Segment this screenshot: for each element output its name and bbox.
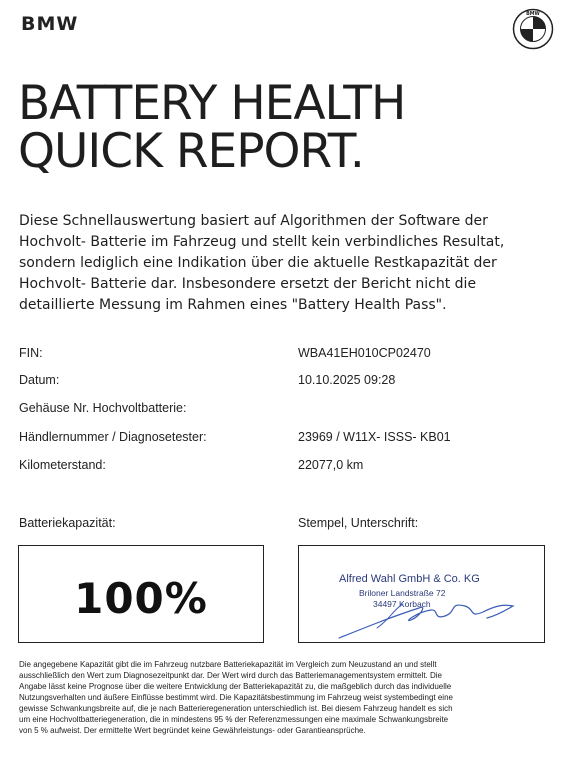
disclaimer-line: Angabe lässt keine Prognose über die weitere Entwicklung der Batteriekapazität zu, die maßgeblich durch das individuelle xyxy=(19,682,452,691)
disclaimer-line: Nutzungsverhalten und äußere Einflüsse bestimmt wird. Die Kapazitätsbestimmung im Fahrzeug weist systembedingt eine xyxy=(19,693,453,702)
handwritten-signature xyxy=(299,546,545,643)
disclaimer-line: Die angegebene Kapazität gibt die im Fahrzeug nutzbare Batteriekapazität im Vergleich zum Neuzustand an und stellt xyxy=(19,660,437,669)
kilometerstand-label: Kilometerstand: xyxy=(19,458,106,472)
haendler-label: Händlernummer / Diagnosetester: xyxy=(19,430,207,444)
fin-value: WBA41EH010CP02470 xyxy=(298,346,431,360)
stamp-city: 34497 Korbach xyxy=(373,599,431,609)
stamp-company: Alfred Wahl GmbH & Co. KG xyxy=(339,573,480,585)
stamp-label: Stempel, Unterschrift: xyxy=(298,516,419,530)
stamp-signature-box xyxy=(298,545,545,643)
title-line-2: QUICK REPORT. xyxy=(18,124,364,179)
title-line-1: BATTERY HEALTH xyxy=(18,76,406,131)
intro-line: Hochvolt- Batterie dar. Insbesondere ersetzt der Bericht nicht die xyxy=(19,276,477,292)
brand-wordmark: BMW xyxy=(21,13,79,35)
disclaimer-line: ausschließlich den Wert zum Diagnosezeitpunkt dar. Der Wert wird durch das Batteriemanagementsystem ermittelt. Die xyxy=(19,671,442,680)
intro-line: detaillierte Messung im Rahmen eines "Battery Health Pass". xyxy=(19,297,447,313)
kilometerstand-value: 22077,0 km xyxy=(298,458,364,472)
disclaimer-line: von 5 % aufweist. Der ermittelte Wert begründet keine Gewährleistungs- oder Garantieansprüche. xyxy=(19,726,366,735)
disclaimer-text xyxy=(19,659,557,736)
logo-text: BMW xyxy=(526,12,540,18)
datum-label: Datum: xyxy=(19,373,60,387)
datum-value: 10.10.2025 09:28 xyxy=(298,373,396,387)
fin-label: FIN: xyxy=(19,346,43,360)
gehaeuse-label: Gehäuse Nr. Hochvoltbatterie: xyxy=(19,401,187,415)
haendler-value: 23969 / W11X- ISSS- KB01 xyxy=(298,430,451,444)
bmw-roundel-icon xyxy=(512,8,554,50)
intro-paragraph xyxy=(19,211,559,316)
stamp-street: Briloner Landstraße 72 xyxy=(359,588,446,598)
intro-line: sondern lediglich eine Indikation über die aktuelle Restkapazität der xyxy=(19,255,497,271)
disclaimer-line: um eine Hochvoltbatteriegeneration, die in mindestens 95 % der Referenzmessungen eine maximale Schwankungsbreite xyxy=(19,715,449,724)
capacity-box xyxy=(18,545,264,643)
intro-line: Diese Schnellauswertung basiert auf Algorithmen der Software der xyxy=(19,213,488,229)
page-title xyxy=(18,76,406,179)
disclaimer-line: gewisse Schwankungsbreite auf, die je nach Batterieregeneration unterschiedlich ist. Bei diesem Fahrzeug handelt es sich xyxy=(19,704,453,713)
capacity-value: 100% xyxy=(74,573,208,623)
capacity-label: Batteriekapazität: xyxy=(19,516,116,530)
intro-line: Hochvolt- Batterie im Fahrzeug und stellt kein verbindliches Resultat, xyxy=(19,234,505,250)
